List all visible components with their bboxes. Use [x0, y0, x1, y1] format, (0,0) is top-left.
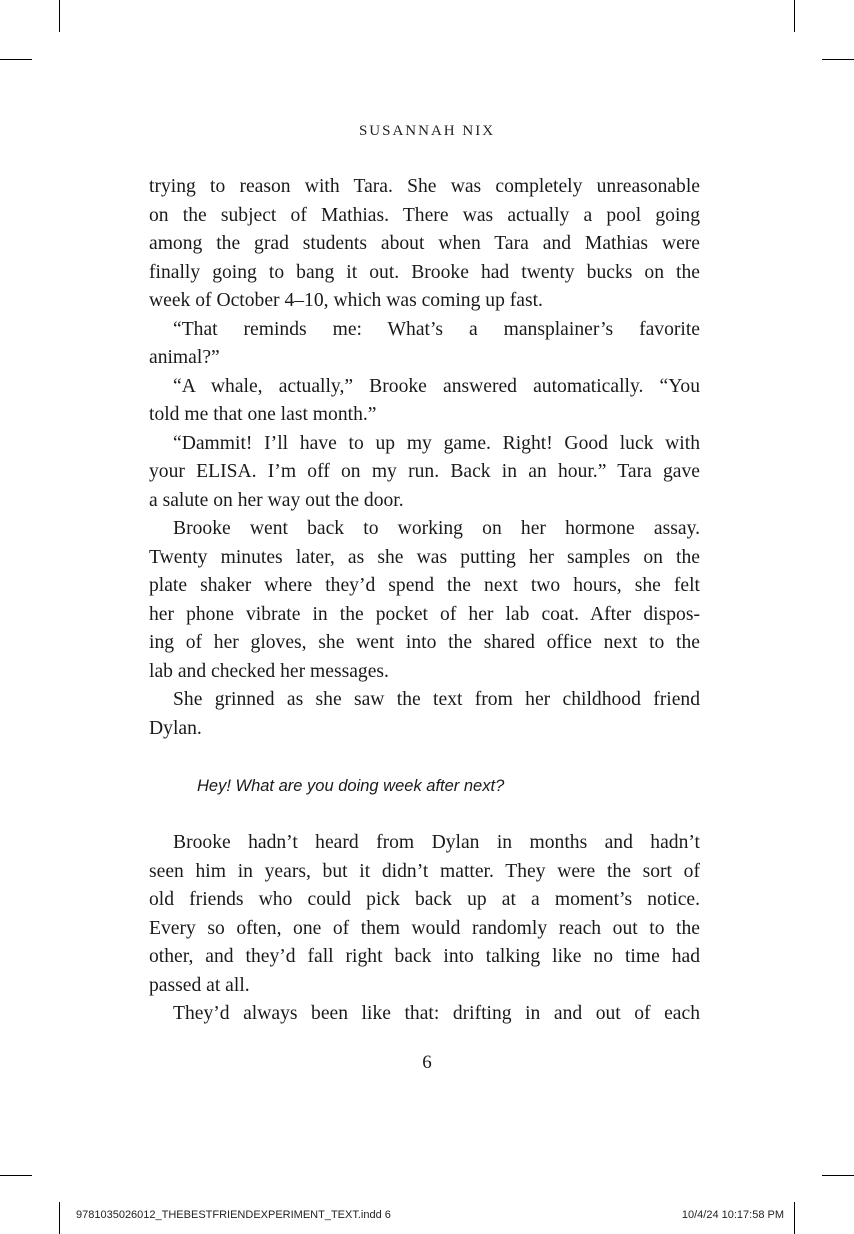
text-line: on the subject of Mathias. There was actually a pool going	[149, 204, 700, 226]
text-line: her phone vibrate in the pocket of her lab coat. After dispos-	[149, 603, 700, 625]
text-line: ing of her gloves, she went into the shared office next to the	[149, 632, 700, 653]
text-line: “A whale, actually,” Brooke answered automatically. “You	[173, 375, 700, 397]
text-line: “That reminds me: What’s a mansplainer’s favorite	[173, 318, 700, 340]
paragraph	[149, 373, 700, 430]
slug-filename: 9781035026012_THEBESTFRIENDEXPERIMENT_TEXT.indd 6	[76, 1209, 391, 1221]
text-line: Dylan.	[149, 717, 202, 739]
text-line: told me that one last month.”	[149, 404, 377, 425]
text-line: plate shaker where they’d spend the next two hours, she felt	[149, 575, 700, 596]
text-line: seen him in years, but it didn’t matter. They were the sort of	[149, 860, 700, 882]
slug-timestamp: 10/4/24 10:17:58 PM	[681, 1209, 784, 1221]
paragraphs-before-message	[149, 173, 700, 743]
crop-mark-bottom-left-vertical	[59, 1202, 60, 1234]
paragraphs-after-message	[149, 829, 700, 1029]
crop-mark-top-left-horizontal	[0, 59, 32, 60]
text-line: passed at all.	[149, 974, 250, 996]
text-line: old friends who could pick back up at a moment’s notice.	[149, 889, 700, 910]
text-line: other, and they’d fall right back into talking like no time had	[149, 946, 700, 967]
running-head: SUSANNAH NIX	[358, 123, 496, 139]
text-line: “Dammit! I’ll have to up my game. Right! Good luck with	[173, 432, 700, 454]
text-message: Hey! What are you doing week after next?	[197, 777, 505, 795]
body-text	[149, 173, 700, 1029]
paragraph	[149, 173, 700, 316]
text-line: week of October 4–10, which was coming up fast.	[149, 290, 543, 311]
crop-mark-bottom-right-horizontal	[822, 1175, 854, 1176]
paragraph	[149, 430, 700, 516]
crop-mark-top-right-horizontal	[822, 59, 854, 60]
crop-mark-top-left-vertical	[59, 0, 60, 32]
paragraph	[149, 686, 700, 743]
text-line: lab and checked her messages.	[149, 660, 389, 682]
crop-mark-bottom-left-horizontal	[0, 1175, 32, 1176]
text-line: She grinned as she saw the text from her childhood friend	[173, 689, 700, 710]
text-line: trying to reason with Tara. She was completely unreasonable	[149, 176, 700, 197]
text-line: They’d always been like that: drifting in and out of each	[173, 1003, 700, 1024]
text-line: animal?”	[149, 347, 220, 368]
text-line: Twenty minutes later, as she was putting her samples on the	[149, 546, 700, 568]
text-line: Brooke hadn’t heard from Dylan in months and hadn’t	[173, 832, 700, 853]
page-number: 6	[422, 1052, 432, 1073]
text-line: Brooke went back to working on her hormone assay.	[173, 518, 700, 539]
text-line: a salute on her way out the door.	[149, 489, 404, 511]
text-line: Every so often, one of them would randomly reach out to the	[149, 917, 700, 939]
paragraph	[149, 515, 700, 686]
paragraph	[149, 1000, 700, 1029]
paragraph	[149, 829, 700, 1000]
paragraph	[149, 316, 700, 373]
crop-mark-top-right-vertical	[794, 0, 795, 32]
text-line: among the grad students about when Tara and Mathias were	[149, 233, 700, 254]
text-line: finally going to bang it out. Brooke had twenty bucks on the	[149, 261, 700, 283]
text-line: your ELISA. I’m off on my run. Back in an hour.” Tara gave	[149, 461, 700, 482]
crop-mark-bottom-right-vertical	[794, 1202, 795, 1234]
